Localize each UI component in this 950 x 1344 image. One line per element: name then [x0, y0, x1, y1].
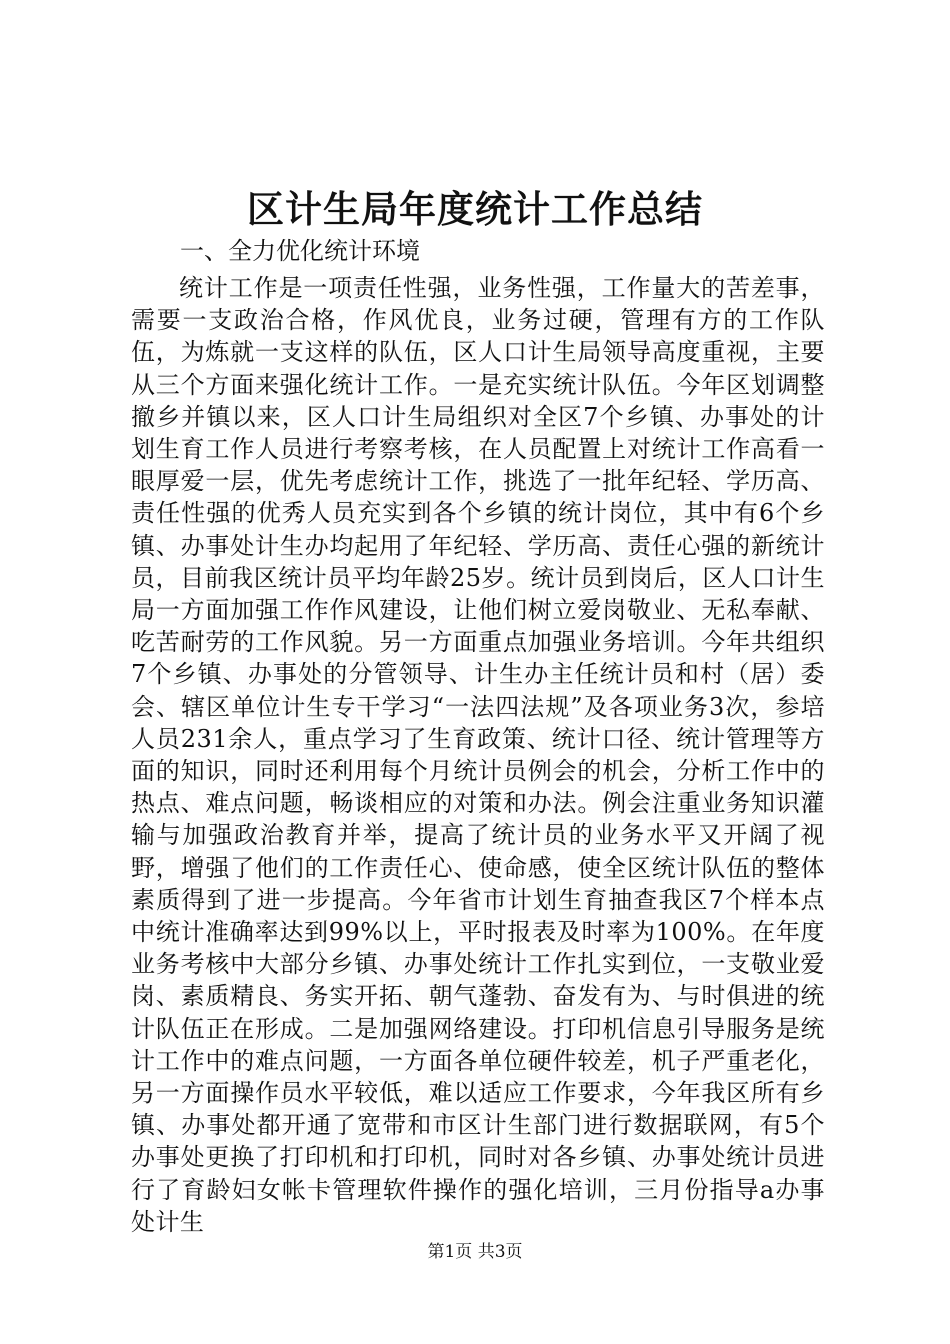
page-footer: 第1页 共3页 [427, 1242, 523, 1262]
section-heading: 一、全力优化统计环境 [180, 237, 420, 265]
body-paragraph: 统计工作是一项责任性强，业务性强，工作量大的苦差事，需要一支政治合格，作风优良，业务过硬，管理有方的工作队伍，为炼就一支这样的队伍，区人口计生局领导高度重视，主要从三个方面来强化统计工作。一是充实统计队伍。今年区划调整撤乡并镇以来，区人口计生局组织对全区7个乡镇、办事处的计划生育工作人员进行考察考核，在人员配置上对统计工作高看一眼厚爱一层，优先考虑统计工作，挑选了一批年纪轻、学历高、责任性强的优秀人员充实到各个乡镇的统计岗位，其中有6个乡镇、办事处计生办均起用了年纪轻、学历高、责任心强的新统计员，目前我区统计员平均年龄25岁。统计员到岗后，区人口计生局一方面加强工作作风建设，让他们树立爱岗敬业、无私奉献、吃苦耐劳的工作风貌。另一方面重点加强业务培训。今年共组织7个乡镇、办事处的分管领导、计生办主任统计员和村（居）委会、辖区单位计生专干学习“一法四法规”及各项业务3次，参培人员231余人，重点学习了生育政策、统计口径、统计管理等方面的知识，同时还利用每个月统计员例会的机会，分析工作中的热点、难点问题，畅谈相应的对策和办法。例会注重业务知识灌输与加强政治教育并举，提高了统计员的业务水平又开阔了视野，增强了他们的工作责任心、使命感，使全区统计队伍的整体素质得到了进一步提高。今年省市计划生育抽查我区7个样本点中统计准确率达到99%以上，平时报表及时率为100%。在年度业务考核中大部分乡镇、办事处统计工作扎实到位，一支敬业爱岗、素质精良、务实开拓、朝气蓬勃、奋发有为、与时俱进的统计队伍正在形成。二是加强网络建设。打印机信息引导服务是统计工作中的难点问题，一方面各单位硬件较差，机子严重老化，另一方面操作员水平较低，难以适应工作要求，今年我区所有乡镇、办事处都开通了宽带和市区计生部门进行数据联网，有5个办事处更换了打印机和打印机，同时对各乡镇、办事处统计员进行了育龄妇女帐卡管理软件操作的强化培训，三月份指导a办事处计生 [131, 274, 825, 1236]
document-title: 区计生局年度统计工作总结 [247, 187, 703, 231]
